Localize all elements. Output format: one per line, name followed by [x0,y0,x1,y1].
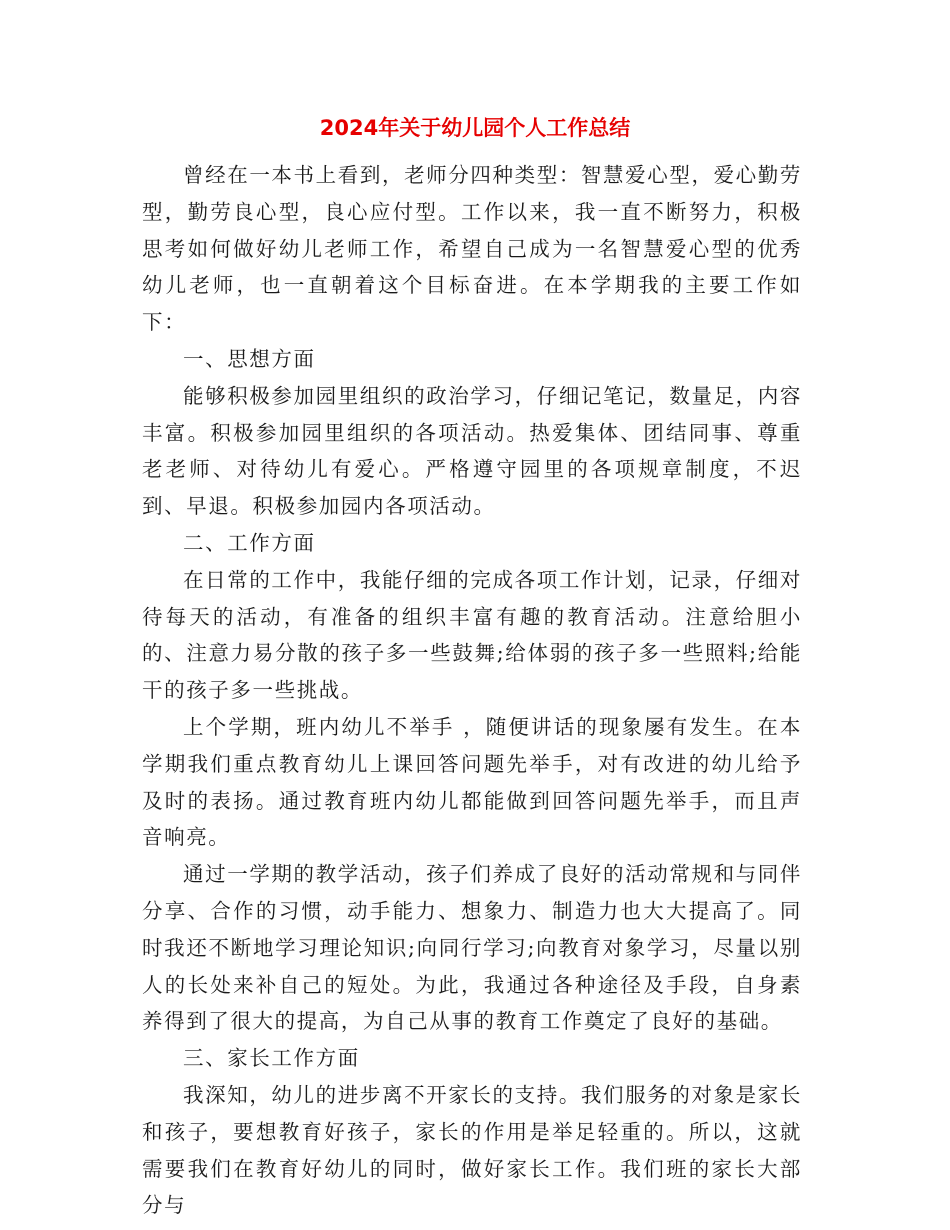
paragraph-work-daily: 在日常的工作中，我能仔细的完成各项工作计划，记录，仔细对待每天的活动，有准备的组织丰富有趣的教育活动。注意给胆小的、注意力易分散的孩子多一些鼓舞;给体弱的孩子多一些照料;给能干的孩子多一些挑战。 [142,567,802,703]
paragraph-parents: 我深知，幼儿的进步离不开家长的支持。我们服务的对象是家长和孩子，要想教育好孩子，家长的作用是举足轻重的。所以，这就需要我们在教育好幼儿的同时，做好家长工作。我们班的家长大部分与 [142,1082,802,1218]
section-heading-thought: 一、思想方面 [183,346,316,371]
paragraph-thought: 能够积极参加园里组织的政治学习，仔细记笔记，数量足，内容丰富。积极参加园里组织的各项活动。热爱集体、团结同事、尊重老老师、对待幼儿有爱心。严格遵守园里的各项规章制度，不迟到、早退。积极参加园内各项活动。 [142,383,802,519]
paragraph-work-results: 通过一学期的教学活动，孩子们养成了良好的活动常规和与同伴分享、合作的习惯，动手能力、想象力、制造力也大大提高了。同时我还不断地学习理论知识;向同行学习;向教育对象学习，尽量以别人的长处来补自己的短处。为此，我通过各种途径及手段，自身素养得到了很大的提高，为自己从事的教育工作奠定了良好的基础。 [142,862,802,1034]
document-title: 2024年关于幼儿园个人工作总结 [319,116,631,140]
document-body [142,157,802,1224]
paragraph-work-last-term: 上个学期，班内幼儿不举手 ，随便讲话的现象屡有发生。在本学期我们重点教育幼儿上课回答问题先举手，对有改进的幼儿给予及时的表扬。通过教育班内幼儿都能做到回答问题先举手，而且声音响亮。 [142,714,802,850]
section-heading-parents: 三、家长工作方面 [183,1046,360,1071]
section-heading-work: 二、工作方面 [183,530,316,555]
paragraph-intro: 曾经在一本书上看到，老师分四种类型：智慧爱心型，爱心勤劳型，勤劳良心型，良心应付型。工作以来，我一直不断努力，积极思考如何做好幼儿老师工作，希望自己成为一名智慧爱心型的优秀幼儿老师，也一直朝着这个目标奋进。在本学期我的主要工作如下： [142,163,802,335]
